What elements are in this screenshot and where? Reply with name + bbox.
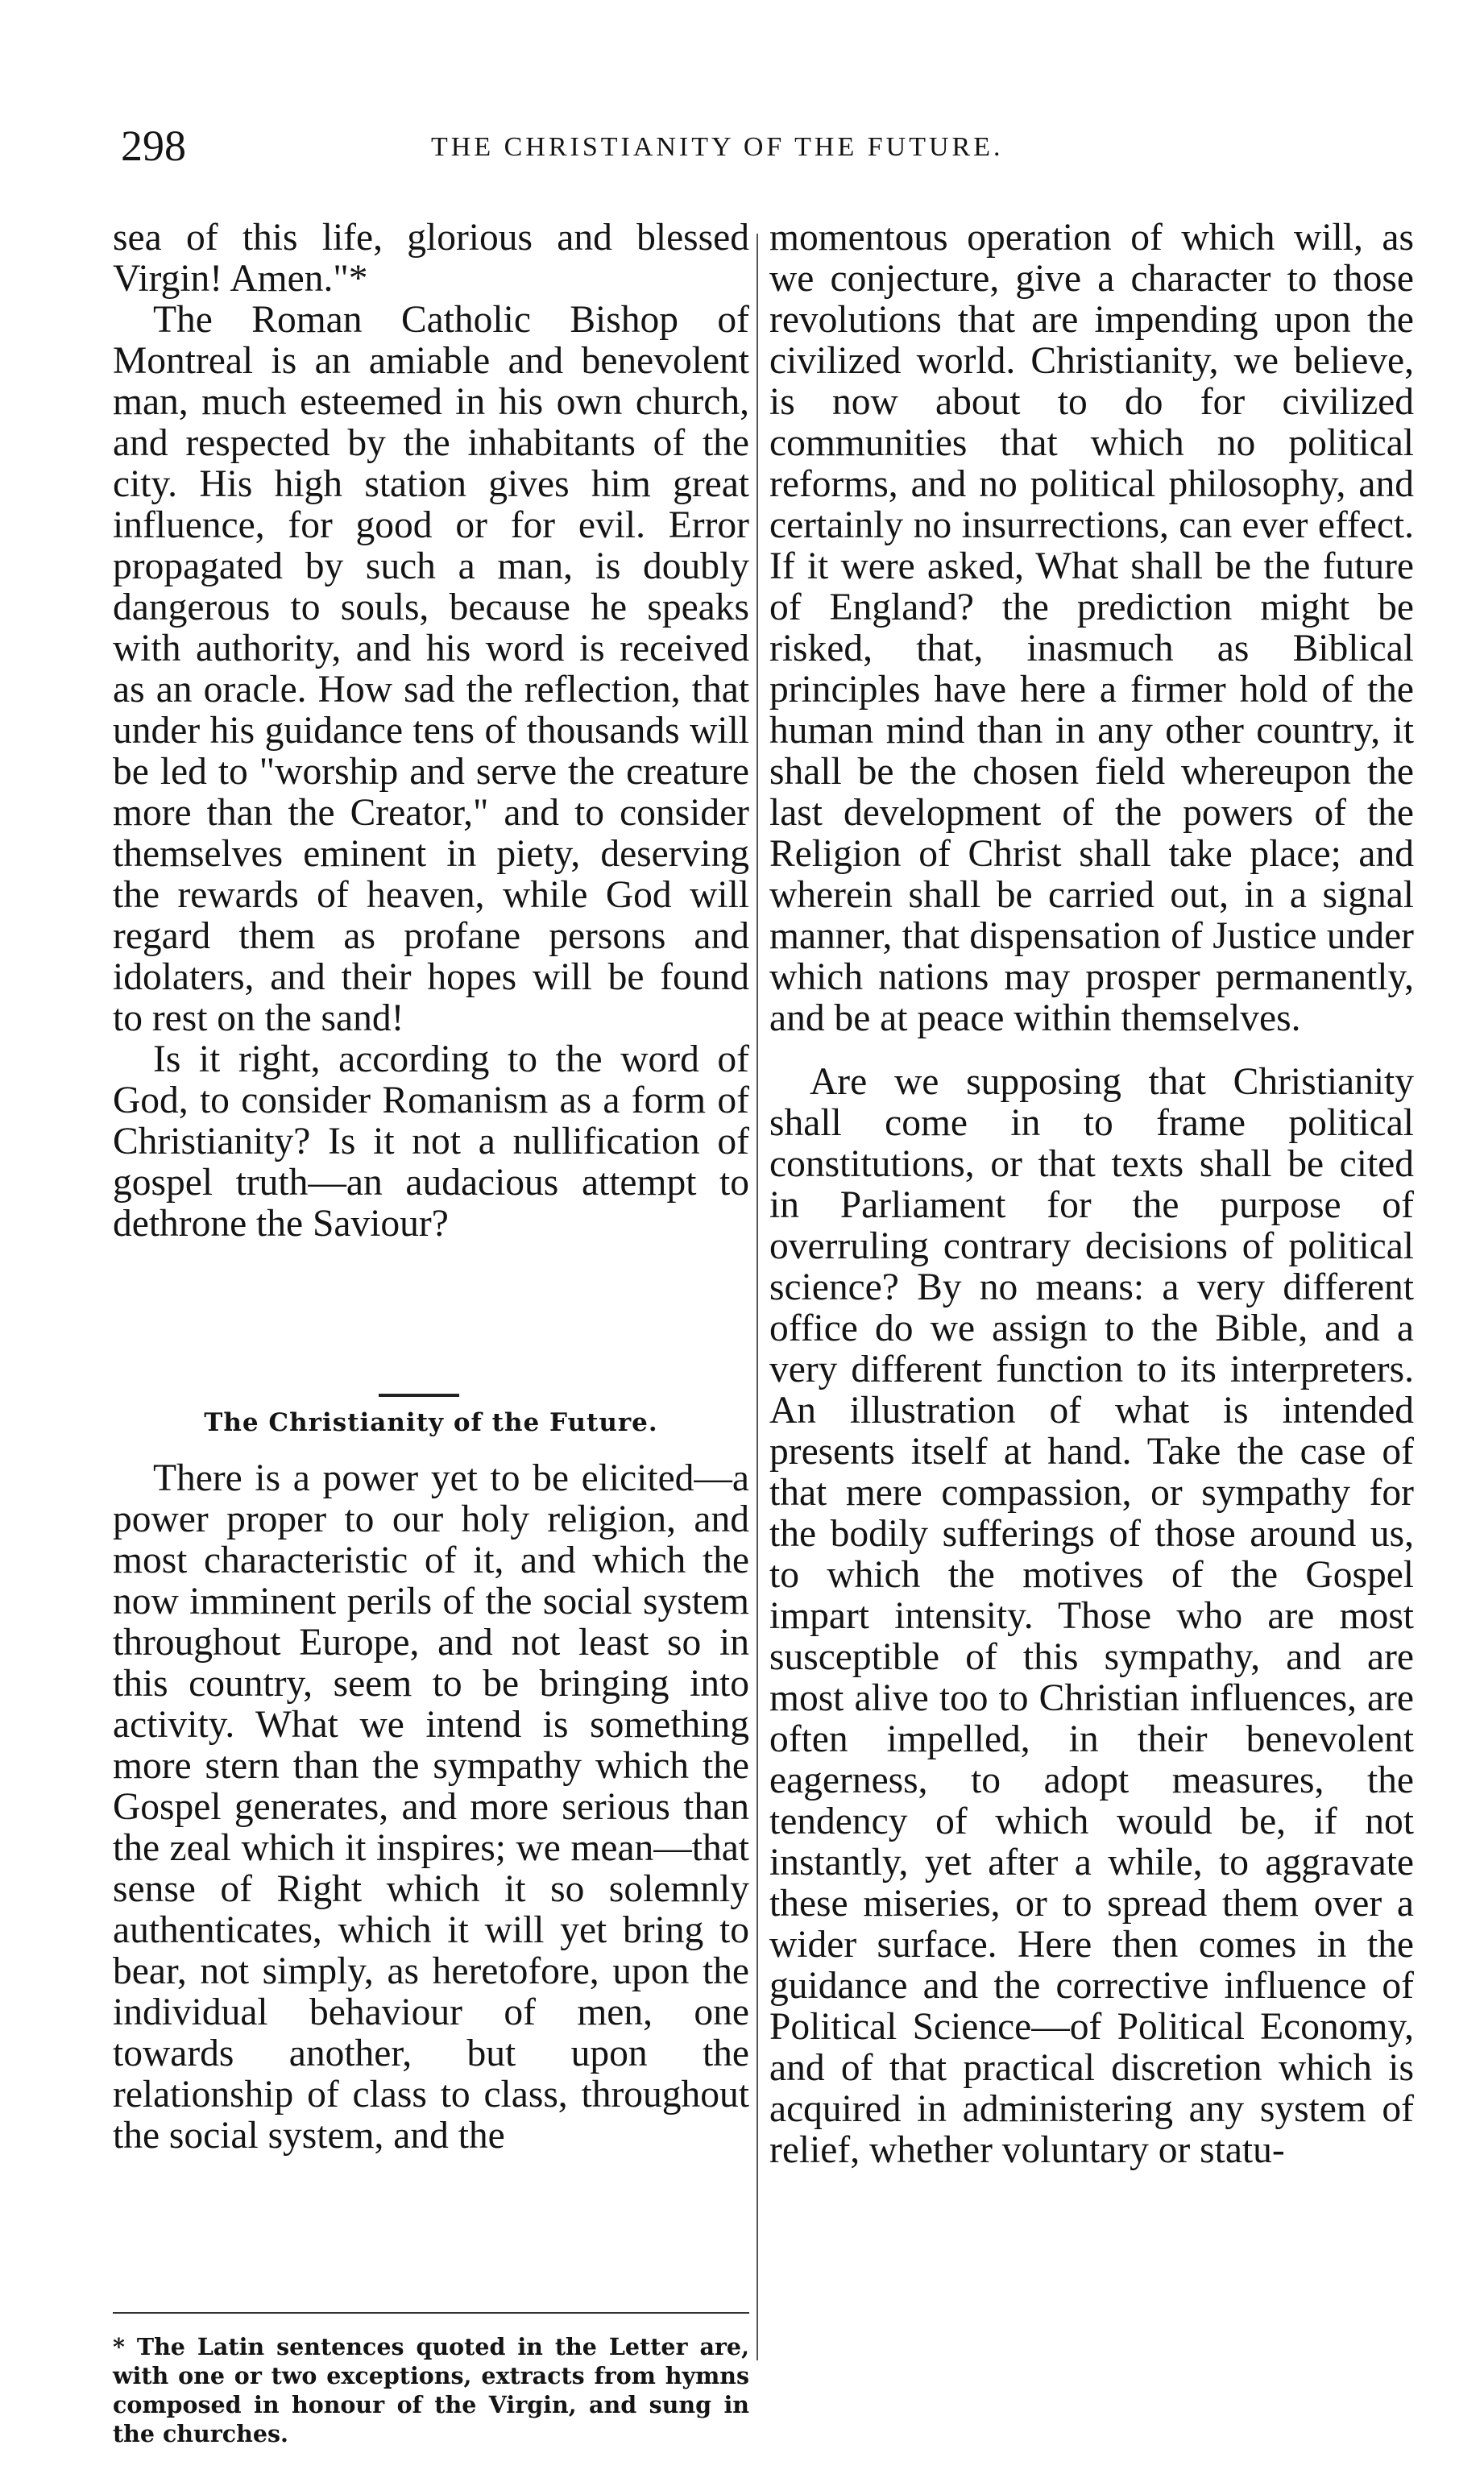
- section-divider: [379, 1394, 459, 1397]
- left-column: [113, 218, 749, 1245]
- paragraph: The Roman Catholic Bishop of Montreal is an amiable and benevolent man, much esteemed in his own church, and respected by the inhabitants of the city. His high station gives him great influence, for good or for evil. Error propagated by such a man, is doubly dangerous to souls, because he speaks with authority, and his word is received as an oracle. How sad the reflection, that under his guidance tens of thousands will be led to "worship and serve the creature more than the Creator," and to consider themselves eminent in piety, deserving the rewards of heaven, while God will regard them as profane persons and idolaters, and their hopes will be found to rest on the sand!: [113, 299, 749, 1039]
- footnote-rule: [113, 2312, 749, 2314]
- running-head: THE CHRISTIANITY OF THE FUTURE.: [431, 132, 1004, 162]
- left-column-lower: [113, 1458, 749, 2157]
- paragraph: momentous operation of which will, as we conjecture, give a character to those revolutions that are impending upon the civilized world. Christianity, we believe, is now about to do for civilized communities that which no political reforms, and no political philosophy, and certainly no insurrections, can ever effect. If it were asked, What shall be the future of England? the prediction might be risked, that, inasmuch as Biblical principles have here a firmer hold of the human mind than in any other country, it shall be the chosen field whereupon the last development of the powers of the Religion of Christ shall take place; and wherein shall be carried out, in a signal manner, that dispensation of Justice under which nations may prosper permanently, and be at peace within themselves.: [769, 217, 1414, 1039]
- paragraph: Is it right, according to the word of God, to consider Romanism as a form of Christianity? Is it not a nullification of gospel truth—an audacious attempt to dethrone the Saviour?: [113, 1038, 749, 1245]
- footnote: * The Latin sentences quoted in the Letter are, with one or two exceptions, extracts from hymns composed in honour of the Virgin, and sung in the churches.: [113, 2333, 749, 2447]
- paragraph: sea of this life, glorious and blessed Virgin! Amen."*: [113, 217, 749, 300]
- page-header: [121, 121, 1410, 185]
- paragraph: Are we supposing that Christianity shall come in to frame political constitutions, or that texts shall be cited in Parliament for the purpose of overruling contrary decisions of political science? By no means: a very different office do we assign to the Bible, and a very different function to its interpreters. An illustration of what is intended presents itself at hand. Take the case of that mere compassion, or sympathy for the bodily sufferings of those around us, to which the motives of the Gospel impart intensity. Those who are most susceptible of this sympathy, and are most alive too to Christian influences, are often impelled, in their benevolent eagerness, to adopt measures, the tendency of which would be, if not instantly, yet after a while, to aggravate these miseries, or to spread them over a wider surface. Here then comes in the guidance and the corrective influence of Political Science—of Political Economy, and of that practical discretion which is acquired in administering any system of relief, whether voluntary or statu-: [769, 1061, 1414, 2171]
- page-number: 298: [121, 122, 186, 170]
- right-column: [769, 218, 1414, 2171]
- paragraph: There is a power yet to be elicited—a power proper to our holy religion, and most characteristic of it, and which the now imminent perils of the social system throughout Europe, and not least so in this country, seem to be bringing into activity. What we intend is something more stern than the sympathy which the Gospel generates, and more serious than the zeal which it inspires; we mean—that sense of Right which it so solemnly authenticates, which it will yet bring to bear, not simply, as heretofore, upon the individual behaviour of men, one towards another, but upon the relationship of class to class, throughout the social system, and the: [113, 1457, 749, 2157]
- section-heading: The Christianity of the Future.: [204, 1408, 658, 1437]
- column-divider: [757, 234, 758, 2360]
